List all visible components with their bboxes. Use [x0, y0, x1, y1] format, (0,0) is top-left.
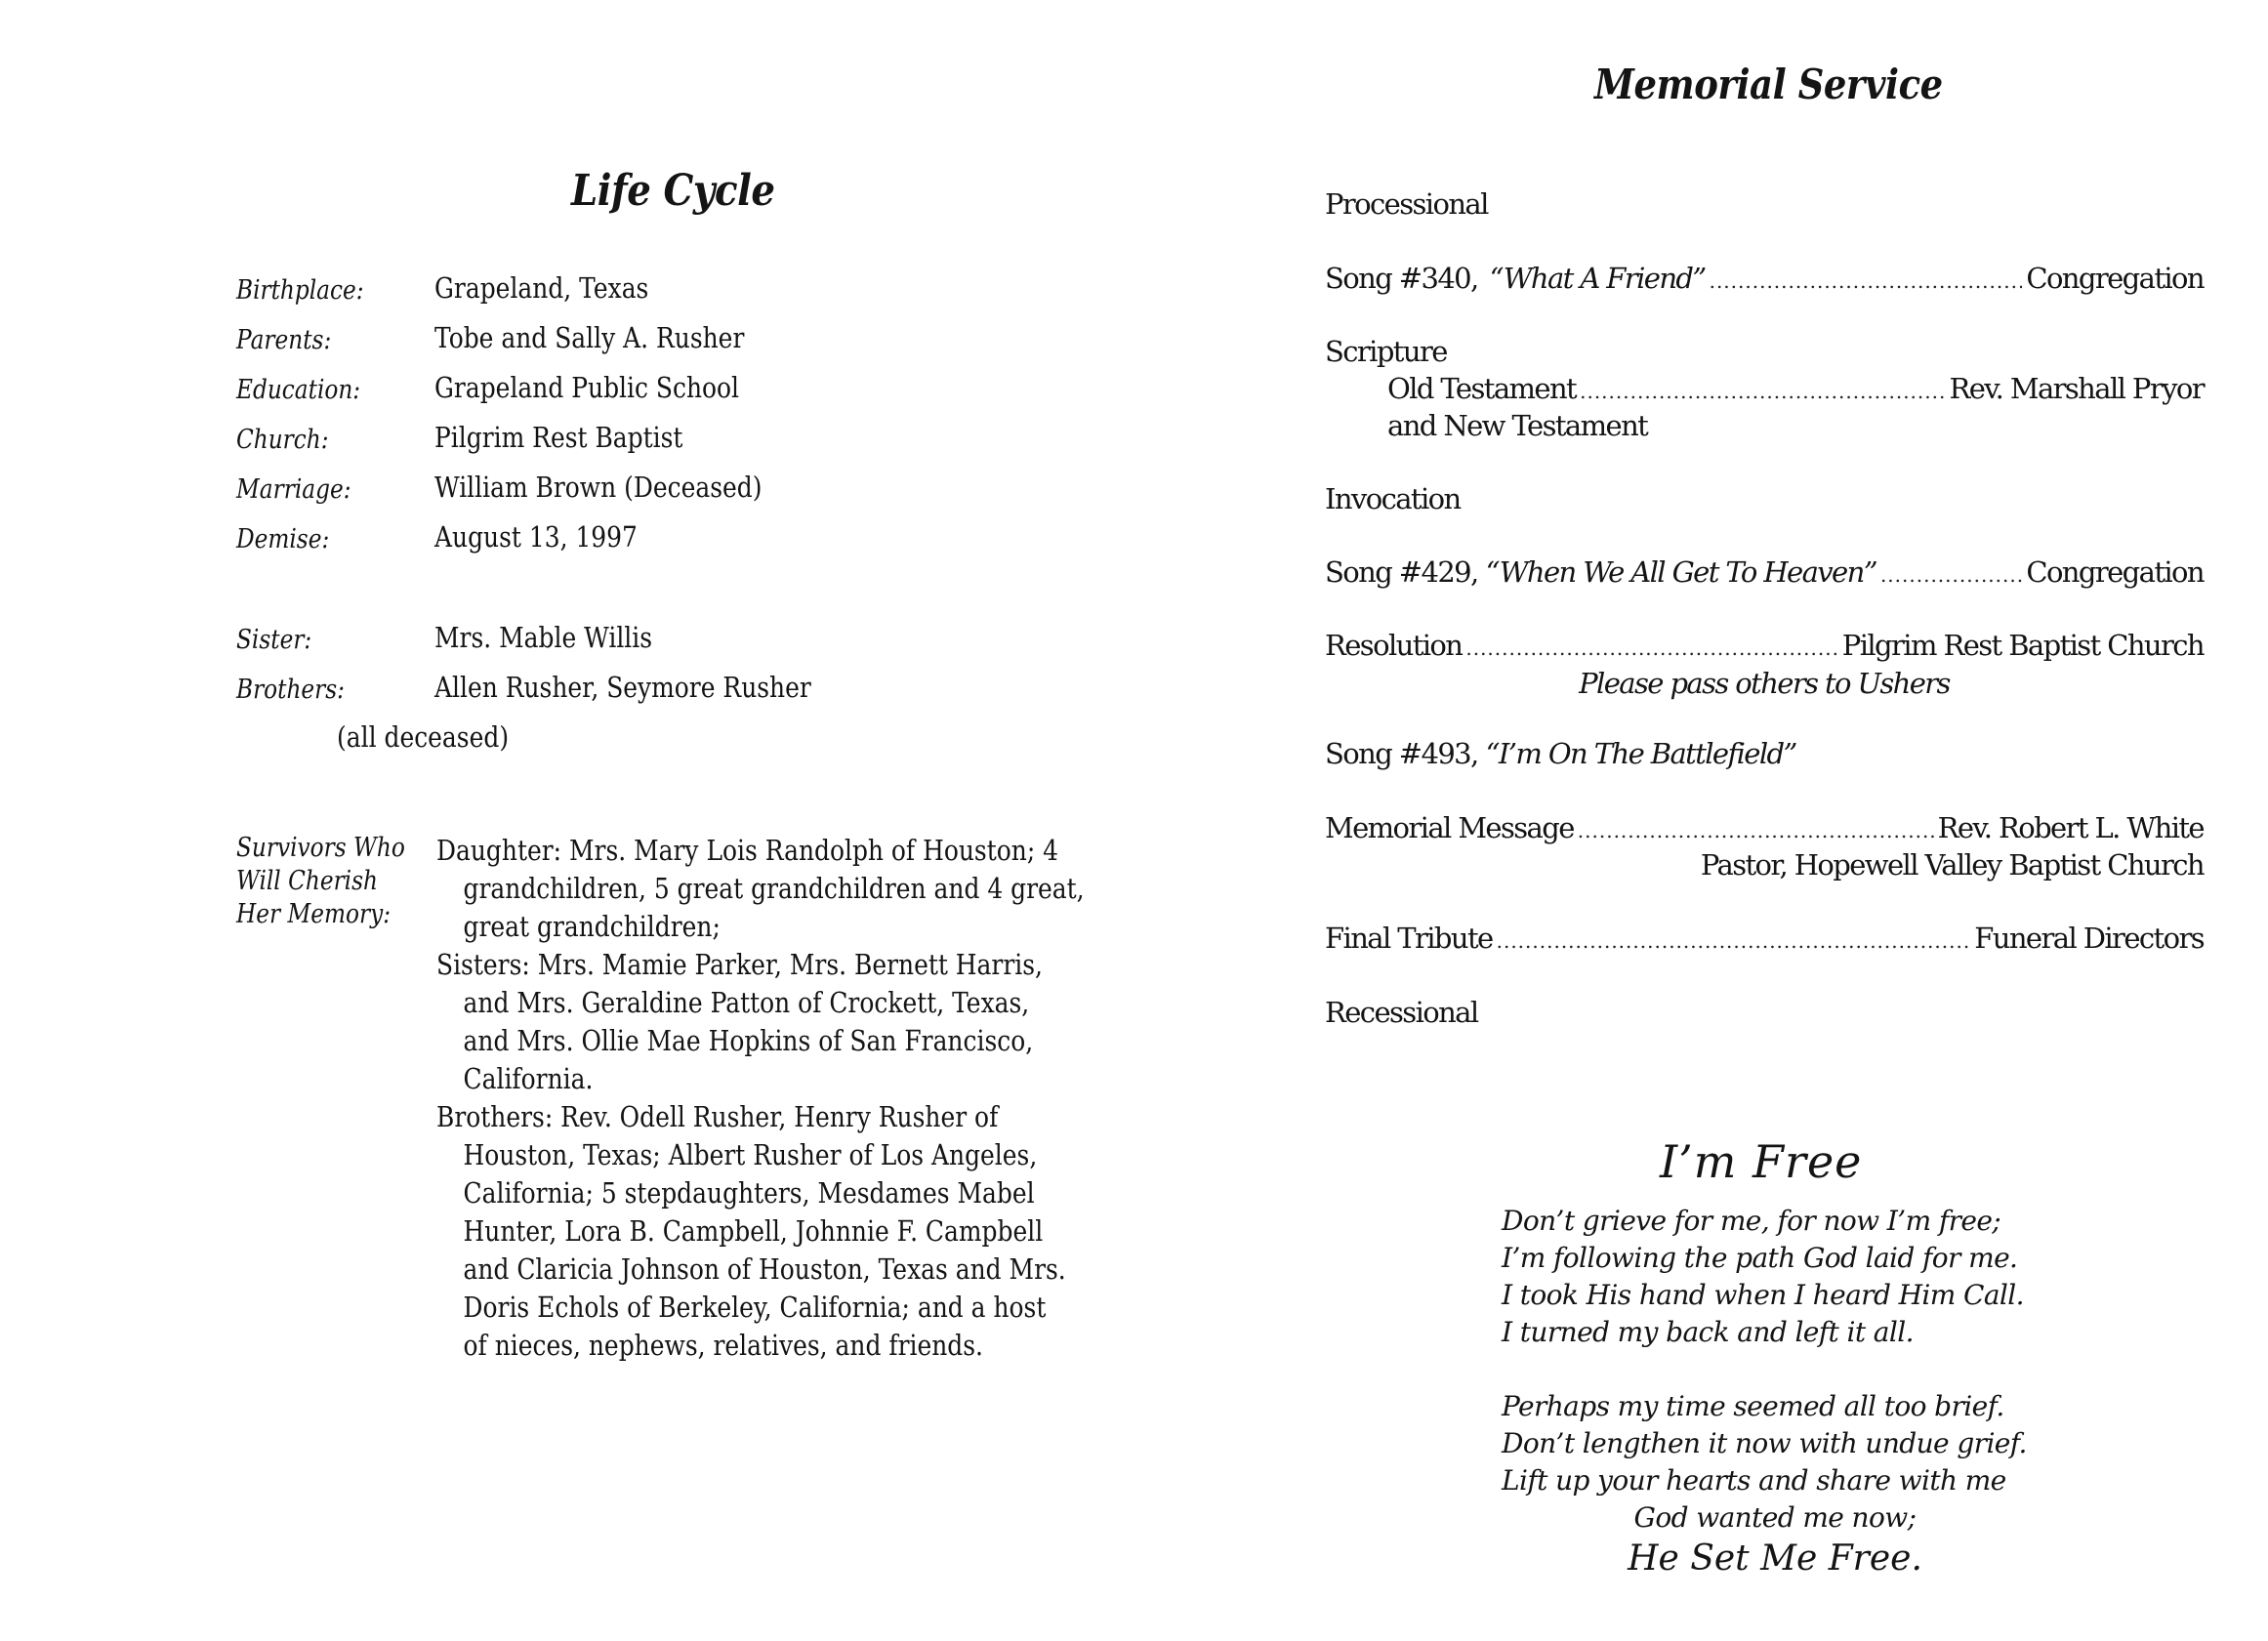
poem-line: Lift up your hearts and share with me: [1502, 1464, 2006, 1497]
survivor-line: Hunter, Lora B. Campbell, Johnnie F. Campbell: [463, 1214, 1044, 1248]
program-recessional: [1325, 996, 2204, 1035]
song-title: “What A Friend”: [1489, 262, 1706, 295]
sibling-label: Sister:: [236, 625, 312, 655]
scripture-line: and New Testament: [1387, 409, 1648, 442]
fact-value: Grapeland Public School: [434, 371, 740, 404]
survivor-line: Doris Echols of Berkeley, California; and a host: [463, 1291, 1047, 1324]
program-processional: [1325, 187, 2204, 226]
program-scripture-reading: [1387, 372, 2204, 411]
program-item-label: Recessional: [1325, 996, 1478, 1029]
fact-label: Parents:: [236, 325, 332, 355]
fact-label: Demise:: [236, 524, 330, 554]
song-performer: Congregation: [2026, 555, 2204, 589]
fact-value: Grapeland, Texas: [434, 271, 649, 305]
stanza-break: [1502, 1351, 2107, 1388]
survivor-line: great grandchildren;: [463, 910, 721, 943]
song-performer: Congregation: [2026, 262, 2204, 295]
scripture-line: Old Testament: [1387, 372, 1577, 405]
program-scripture: [1325, 335, 2204, 374]
poem-line: Perhaps my time seemed all too brief.: [1502, 1390, 2004, 1422]
fact-value: August 13, 1997: [434, 520, 638, 554]
fact-value: Pilgrim Rest Baptist: [434, 421, 683, 454]
survivor-line: California; 5 stepdaughters, Mesdames Mabel: [463, 1176, 1035, 1210]
poem-line: God wanted me now;: [1633, 1501, 1917, 1534]
fact-value: William Brown (Deceased): [434, 471, 763, 504]
speaker-title: Pastor, Hopewell Valley Baptist Church: [1700, 848, 2204, 882]
song-title: “I’m On The Battlefield”: [1485, 737, 1796, 770]
fact-birthplace: [236, 271, 1115, 310]
program-invocation: [1325, 482, 2204, 521]
message-speaker: Rev. Robert L. White: [1937, 811, 2204, 844]
program-item-label: Memorial Message: [1325, 811, 1574, 844]
poem-final-line: He Set Me Free.: [1628, 1538, 1922, 1579]
survivor-line: and Claricia Johnson of Houston, Texas and Mrs.: [463, 1252, 1066, 1286]
survivors-label: [236, 832, 405, 931]
song-number: Song #429,: [1325, 555, 1478, 589]
fact-church: [236, 421, 1115, 460]
sibling-value: Mrs. Mable Willis: [434, 621, 653, 654]
program-item-label: Invocation: [1325, 482, 1461, 515]
fact-label: Marriage:: [236, 474, 351, 505]
program-resolution: [1325, 629, 2204, 668]
fact-value: Tobe and Sally A. Rusher: [434, 321, 745, 354]
dot-leader: [1578, 819, 1934, 842]
program-item-label: Processional: [1325, 187, 1488, 221]
fact-label: Church:: [236, 425, 329, 455]
survivors-label-line: Her Memory:: [236, 899, 392, 929]
survivors-label-line: Survivors Who: [236, 833, 405, 863]
dot-leader: [1710, 269, 2023, 293]
life-cycle-page: [0, 0, 1133, 1641]
dot-leader: [1580, 380, 1945, 403]
survivor-line: and Mrs. Ollie Mae Hopkins of San Francisco,: [463, 1024, 1034, 1057]
program-item-label: Resolution: [1325, 629, 1463, 662]
fact-label: Birthplace:: [236, 275, 364, 306]
fact-parents: [236, 321, 1115, 360]
sibling-value: Allen Rusher, Seymore Rusher: [434, 671, 811, 704]
survivor-line: Brothers: Rev. Odell Rusher, Henry Rusher of: [436, 1100, 999, 1133]
life-cycle-title: Life Cycle: [571, 166, 775, 216]
survivors-label-line: Will Cherish: [236, 866, 378, 896]
survivor-line: of nieces, nephews, relatives, and friends.: [463, 1329, 983, 1362]
survivors-list: [436, 832, 1133, 1365]
poem-line: I took His hand when I heard Him Call.: [1502, 1279, 2024, 1311]
program-song-493: [1325, 737, 2204, 776]
program-memorial-message: [1325, 811, 2204, 850]
song-title: “When We All Get To Heaven”: [1485, 555, 1876, 589]
fact-label: Education:: [236, 375, 361, 405]
song-number: Song #493,: [1325, 737, 1478, 770]
poem-line: Don’t lengthen it now with undue grief.: [1502, 1427, 2027, 1459]
survivor-line: Daughter: Mrs. Mary Lois Randolph of Houston; 4: [436, 834, 1059, 867]
survivor-line: Houston, Texas; Albert Rusher of Los Angeles,: [463, 1138, 1038, 1171]
dot-leader: [1465, 636, 1837, 660]
survivor-line: Sisters: Mrs. Mamie Parker, Mrs. Bernett Harris,: [436, 948, 1043, 981]
resolution-note: Please pass others to Ushers: [1579, 667, 1950, 700]
survivor-line: California.: [463, 1062, 594, 1095]
poem-line: Don’t grieve for me, for now I’m free;: [1502, 1205, 2001, 1237]
sibling-label: Brothers:: [236, 675, 346, 705]
resolution-by: Pilgrim Rest Baptist Church: [1841, 629, 2204, 662]
program-final-tribute: [1325, 922, 2204, 961]
fact-demise: [236, 520, 1115, 559]
poem-title: I’m Free: [1660, 1135, 1863, 1188]
final-tribute-by: Funeral Directors: [1974, 922, 2204, 955]
sibling-sister: [236, 621, 1115, 660]
survivor-line: grandchildren, 5 great grandchildren and 4 great,: [463, 872, 1085, 905]
song-number: Song #340,: [1325, 262, 1478, 295]
fact-marriage: [236, 471, 1115, 510]
sibling-brothers: [236, 671, 1115, 710]
poem: [1502, 1203, 2107, 1581]
program-item-label: Final Tribute: [1325, 922, 1493, 955]
siblings-note: (all deceased): [337, 720, 510, 754]
fact-education: [236, 371, 1115, 410]
program-song-429: [1325, 555, 2204, 595]
program-item-label: Scripture: [1325, 335, 1447, 368]
memorial-service-title: Memorial Service: [1594, 61, 1943, 108]
poem-line: I’m following the path God laid for me.: [1502, 1242, 2018, 1274]
survivors-daughter: [436, 832, 1134, 1365]
scripture-reader: Rev. Marshall Pryor: [1949, 372, 2204, 405]
dot-leader: [1497, 929, 1971, 953]
program-song-340: [1325, 262, 2204, 301]
dot-leader: [1880, 563, 2022, 587]
poem-line: I turned my back and left it all.: [1502, 1316, 1914, 1348]
survivor-line: and Mrs. Geraldine Patton of Crockett, Texas,: [463, 986, 1030, 1019]
program-scripture-line2: [1387, 409, 2204, 448]
